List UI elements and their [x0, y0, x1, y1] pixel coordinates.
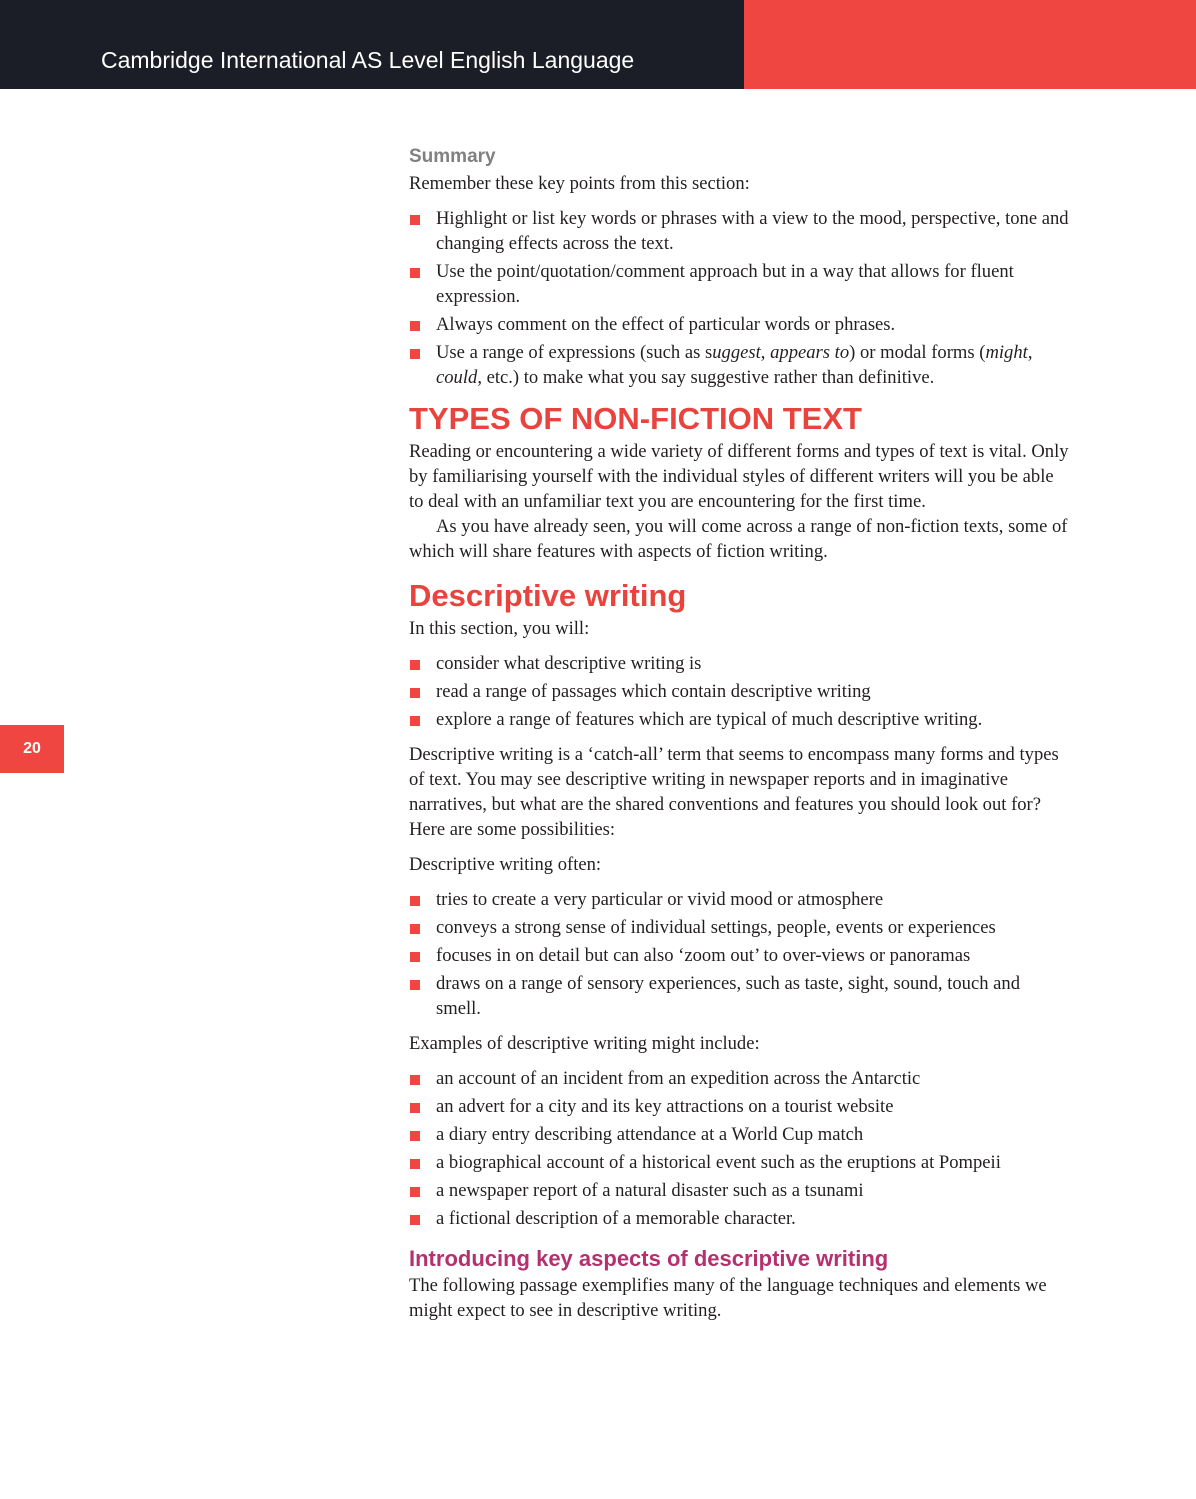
sub-subsection-heading: Introducing key aspects of descriptive writing	[409, 1246, 889, 1271]
list-item-text: draws on a range of sensory experiences, such as taste, sight, sound, touch and smell.	[436, 973, 1020, 1019]
square-bullet-icon	[410, 1075, 420, 1085]
italic-run: uggest	[712, 342, 761, 363]
list-item	[409, 887, 1069, 912]
body-paragraph: Reading or encountering a wide variety of different forms and types of text is vital. Only by familiarising yourself with the individual styles of different writers will you be able to deal with an unfamiliar text you are encountering for the first time.	[409, 441, 1069, 512]
square-bullet-icon	[410, 1159, 420, 1169]
list-item	[409, 1150, 1069, 1175]
square-bullet-icon	[410, 349, 420, 359]
section-heading: TYPES OF NON-FICTION TEXT	[409, 401, 862, 436]
square-bullet-icon	[410, 924, 420, 934]
list-item-text: consider what descriptive writing is	[436, 653, 702, 674]
list-item	[409, 206, 1069, 256]
text-run: ,	[760, 342, 771, 363]
body-paragraph: Descriptive writing is a ‘catch-all’ term that seems to encompass many forms and types of text. You may see descriptive writing in newspaper reports and in imaginative narratives, but what are the shared conventions and features you should look out for? Here are some possibilities:	[409, 744, 1059, 840]
list-item-text: Always comment on the effect of particular words or phrases.	[436, 314, 896, 335]
list-item-text: Use the point/quotation/comment approach but in a way that allows for fluent expression.	[436, 261, 1014, 307]
square-bullet-icon	[410, 688, 420, 698]
list-item-text: explore a range of features which are typical of much descriptive writing.	[436, 709, 983, 730]
page-number: 20	[23, 740, 41, 757]
list-item-text: Highlight or list key words or phrases with a view to the mood, perspective, tone and changing effects across the text.	[436, 208, 1069, 254]
text-run: , etc.) to make what you say suggestive rather than definitive.	[477, 367, 935, 388]
square-bullet-icon	[410, 1103, 420, 1113]
italic-run: could	[436, 367, 478, 388]
italic-run: appears to	[770, 342, 850, 363]
list-item-text: conveys a strong sense of individual settings, people, events or experiences	[436, 917, 996, 938]
list-item	[409, 1066, 1069, 1091]
list-item-text: a biographical account of a historical event such as the eruptions at Pompeii	[436, 1152, 1001, 1173]
list-intro: Examples of descriptive writing might include:	[409, 1033, 760, 1054]
list-item	[409, 971, 1069, 1021]
square-bullet-icon	[410, 268, 420, 278]
square-bullet-icon	[410, 321, 420, 331]
list-item	[409, 1206, 1069, 1231]
square-bullet-icon	[410, 716, 420, 726]
square-bullet-icon	[410, 1187, 420, 1197]
summary-intro: Remember these key points from this section:	[409, 173, 750, 194]
subsection-heading: Descriptive writing	[409, 578, 687, 613]
list-item	[409, 915, 1069, 940]
examples-list	[409, 1066, 1069, 1231]
list-item	[409, 1122, 1069, 1147]
list-item-text: read a range of passages which contain descriptive writing	[436, 681, 871, 702]
list-item	[409, 651, 1069, 676]
list-item	[409, 340, 1069, 390]
italic-run: might	[985, 342, 1028, 363]
list-item-text: tries to create a very particular or vivid mood or atmosphere	[436, 889, 884, 910]
summary-heading: Summary	[409, 146, 496, 167]
square-bullet-icon	[410, 215, 420, 225]
text-run: ) or modal forms (	[849, 342, 986, 363]
features-list	[409, 887, 1069, 1021]
list-intro: Descriptive writing often:	[409, 854, 602, 875]
summary-list	[409, 206, 1069, 390]
list-item	[409, 312, 1069, 337]
aims-intro: In this section, you will:	[409, 618, 590, 639]
body-paragraph: The following passage exemplifies many of the language techniques and elements we might expect to see in descriptive writing.	[409, 1275, 1047, 1321]
square-bullet-icon	[410, 660, 420, 670]
list-item-text: a fictional description of a memorable character.	[436, 1208, 796, 1229]
list-item-text: an advert for a city and its key attractions on a tourist website	[436, 1096, 894, 1117]
square-bullet-icon	[410, 980, 420, 990]
aims-list	[409, 651, 1069, 732]
list-item	[409, 707, 1069, 732]
list-item-text: a newspaper report of a natural disaster such as a tsunami	[436, 1180, 864, 1201]
square-bullet-icon	[410, 1215, 420, 1225]
list-item-text: focuses in on detail but can also ‘zoom out’ to over-views or panoramas	[436, 945, 971, 966]
text-run: Use a range of expressions (such as s	[436, 342, 713, 363]
square-bullet-icon	[410, 896, 420, 906]
text-run: ,	[1027, 342, 1033, 363]
list-item	[409, 679, 1069, 704]
list-item	[409, 943, 1069, 968]
list-item-text: a diary entry describing attendance at a World Cup match	[436, 1124, 864, 1145]
square-bullet-icon	[410, 1131, 420, 1141]
body-paragraph: As you have already seen, you will come across a range of non-fiction texts, some of which will share features with aspects of fiction writing.	[409, 516, 1068, 562]
page-number-tab	[0, 725, 64, 773]
list-item	[409, 1178, 1069, 1203]
list-item-text	[436, 342, 1032, 388]
list-item-text: an account of an incident from an expedition across the Antarctic	[436, 1068, 921, 1089]
list-item	[409, 259, 1069, 309]
header-accent-block	[744, 0, 1196, 89]
main-content	[409, 143, 1069, 1323]
square-bullet-icon	[410, 952, 420, 962]
book-title: Cambridge International AS Level English Language	[101, 47, 635, 73]
list-item	[409, 1094, 1069, 1119]
